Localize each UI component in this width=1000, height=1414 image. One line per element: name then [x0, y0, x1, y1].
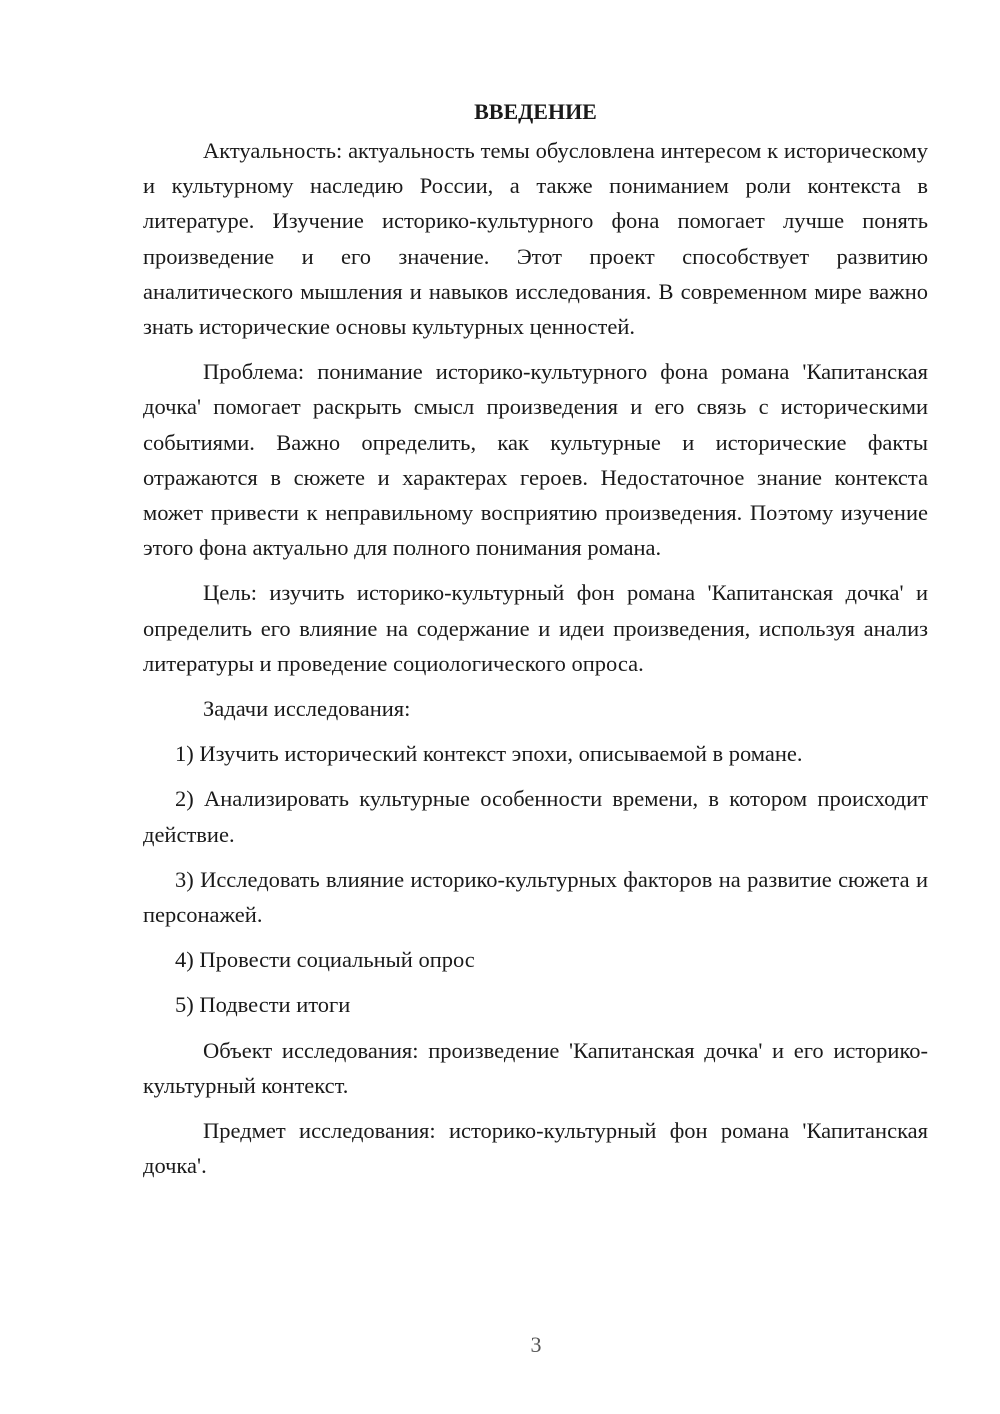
page-content — [143, 94, 928, 1193]
task-item-4: 4) Провести социальный опрос — [175, 947, 475, 973]
task-item-2: 2) Анализировать культурные особенности времени, в котором происходит действие. — [143, 786, 928, 847]
task-item-5: 5) Подвести итоги — [175, 992, 351, 1018]
task-item-3: 3) Исследовать влияние историко-культурных факторов на развитие сюжета и персонажей. — [143, 866, 928, 928]
subject-paragraph: Предмет исследования: историко-культурный фон романа 'Капитанская дочка'. — [143, 1118, 928, 1179]
problem-paragraph: Проблема: понимание историко-культурного фона романа 'Капитанская дочка' помогает раскрыть смысл произведения и его связь с историческими событиями. Важно определить, как культурные и исторические факты отражаются в сюжете и характерах героев. Недостаточное знание контекста может привести к неправильному восприятию произведения. Поэтому изучение этого фона актуально для полного понимания романа. — [143, 359, 928, 561]
page-number: 3 — [530, 1332, 542, 1357]
object-paragraph: Объект исследования: произведение 'Капитанская дочка' и его историко-культурный контекст. — [143, 1037, 928, 1098]
goal-paragraph: Цель: изучить историко-культурный фон романа 'Капитанская дочка' и определить его влияние на содержание и идеи произведения, используя анализ литературы и проведение социологического опроса. — [143, 580, 928, 676]
relevance-paragraph: Актуальность: актуальность темы обусловлена интересом к историческому и культурному наследию России, а также пониманием роли контекста в литературе. Изучение историко-культурного фона помогает лучше понять произведение и его значение. Этот проект способствует развитию аналитического мышления и навыков исследования. В современном мире важно знать исторические основы культурных ценностей. — [143, 138, 928, 340]
tasks-heading: Задачи исследования: — [203, 696, 411, 722]
task-item-1: 1) Изучить исторический контекст эпохи, описываемой в романе. — [175, 741, 803, 767]
section-title: ВВЕДЕНИЕ — [474, 99, 597, 124]
